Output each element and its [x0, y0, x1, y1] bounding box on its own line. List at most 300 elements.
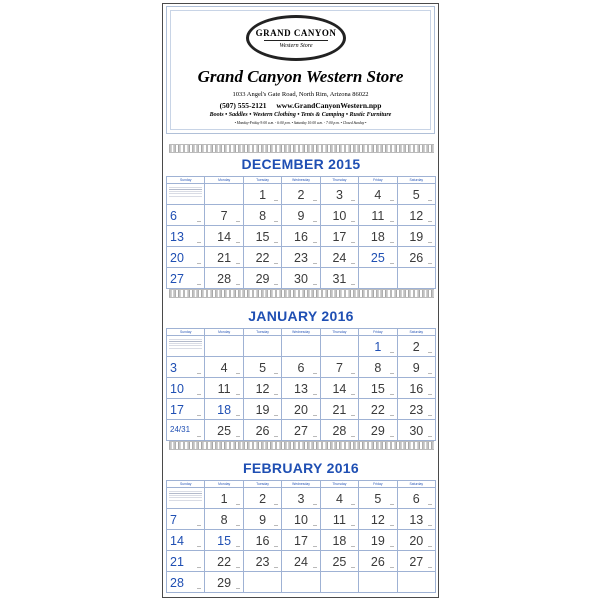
day-cell	[244, 205, 282, 226]
day-number: 21	[332, 403, 347, 417]
moon-phase-mark	[197, 373, 201, 374]
moon-phase-mark	[313, 415, 317, 416]
day-number: 8	[374, 361, 382, 375]
weekday-header: Monday	[205, 329, 243, 336]
moon-phase-mark	[313, 504, 317, 505]
day-cell	[205, 572, 243, 593]
empty-cell	[244, 336, 282, 357]
day-cell	[205, 205, 243, 226]
day-number: 23	[409, 403, 424, 417]
month-grid	[166, 480, 436, 593]
day-cell	[359, 336, 397, 357]
moon-phase-mark	[197, 263, 201, 264]
moon-phase-mark	[428, 436, 432, 437]
day-cell	[321, 247, 359, 268]
day-number: 17	[332, 230, 347, 244]
moon-phase-mark	[390, 242, 394, 243]
day-cell	[244, 378, 282, 399]
day-cell	[359, 247, 397, 268]
day-number: 4	[220, 361, 228, 375]
day-cell	[359, 184, 397, 205]
day-number: 6	[297, 361, 305, 375]
empty-cell	[205, 184, 243, 205]
moon-phase-mark	[274, 200, 278, 201]
day-cell	[167, 205, 205, 226]
day-cell	[398, 357, 436, 378]
day-cell	[282, 378, 320, 399]
moon-phase-mark	[274, 284, 278, 285]
weekday-header: Monday	[205, 177, 243, 184]
moon-phase-mark	[313, 200, 317, 201]
moon-phase-mark	[390, 352, 394, 353]
moon-phase-mark	[390, 415, 394, 416]
moon-phase-mark	[351, 373, 355, 374]
moon-phase-mark	[313, 567, 317, 568]
day-cell	[205, 226, 243, 247]
day-cell	[244, 530, 282, 551]
day-cell	[398, 509, 436, 530]
day-cell	[282, 530, 320, 551]
day-number: 22	[255, 251, 270, 265]
day-cell	[321, 530, 359, 551]
moon-phase-mark	[390, 373, 394, 374]
day-number: 27	[409, 555, 424, 569]
day-number: 19	[255, 403, 270, 417]
day-number: 5	[259, 361, 267, 375]
moon-phase-mark	[428, 415, 432, 416]
day-cell	[321, 509, 359, 530]
day-number: 9	[259, 513, 267, 527]
weekday-header: Saturday	[398, 329, 436, 336]
moon-phase-mark	[390, 504, 394, 505]
moon-phase-mark	[197, 546, 201, 547]
weekday-header: Thursday	[321, 177, 359, 184]
day-cell	[167, 551, 205, 572]
weekday-header: Sunday	[167, 329, 205, 336]
day-number: 30	[409, 424, 424, 438]
day-cell	[205, 357, 243, 378]
moon-phase-mark	[236, 504, 240, 505]
weekday-header: Tuesday	[244, 329, 282, 336]
day-cell	[282, 399, 320, 420]
day-cell	[398, 488, 436, 509]
day-cell	[398, 226, 436, 247]
empty-cell	[167, 336, 205, 357]
day-number: 30	[294, 272, 308, 286]
day-cell	[359, 420, 397, 441]
day-number: 6	[170, 209, 177, 223]
weekday-header: Friday	[359, 481, 397, 488]
day-cell	[205, 488, 243, 509]
weekday-header: Tuesday	[244, 177, 282, 184]
day-cell	[321, 226, 359, 247]
day-number: 18	[332, 534, 347, 548]
day-number: 19	[409, 230, 424, 244]
day-number: 11	[332, 513, 346, 527]
logo-divider	[264, 40, 328, 41]
empty-cell	[398, 268, 436, 289]
day-number: 17	[170, 403, 184, 417]
day-cell	[282, 488, 320, 509]
moon-phase-mark	[428, 525, 432, 526]
day-cell	[205, 399, 243, 420]
moon-phase-mark	[197, 242, 201, 243]
moon-phase-mark	[274, 504, 278, 505]
day-number: 22	[217, 555, 232, 569]
weekday-header: Monday	[205, 481, 243, 488]
day-number: 13	[170, 230, 184, 244]
day-number: 8	[259, 209, 267, 223]
store-products: Boots • Saddles • Western Clothing • Tents & Camping • Rustic Furniture	[209, 112, 392, 118]
day-number: 9	[412, 361, 420, 375]
empty-cell	[282, 572, 320, 593]
moon-phase-mark	[236, 415, 240, 416]
day-cell	[282, 357, 320, 378]
moon-phase-mark	[390, 436, 394, 437]
day-cell	[359, 509, 397, 530]
moon-phase-mark	[428, 373, 432, 374]
day-cell	[167, 357, 205, 378]
day-number: 26	[255, 424, 270, 438]
moon-phase-mark	[351, 567, 355, 568]
day-cell	[244, 420, 282, 441]
day-cell	[359, 205, 397, 226]
day-number: 13	[409, 513, 424, 527]
day-number: 1	[259, 188, 267, 202]
moon-phase-mark	[351, 284, 355, 285]
day-number: 29	[217, 576, 232, 590]
moon-phase-mark	[197, 588, 201, 589]
day-number: 15	[370, 382, 385, 396]
day-cell	[398, 420, 436, 441]
moon-phase-mark	[236, 588, 240, 589]
day-cell	[398, 530, 436, 551]
day-number: 27	[294, 424, 308, 438]
day-cell	[244, 226, 282, 247]
store-website: www.GrandCanyonWestern.npp	[276, 101, 382, 110]
empty-cell	[244, 572, 282, 593]
day-cell	[282, 247, 320, 268]
day-number: 5	[374, 492, 382, 506]
moon-phase-mark	[351, 394, 355, 395]
day-number: 3	[335, 188, 343, 202]
moon-phase-mark	[236, 546, 240, 547]
day-number: 18	[370, 230, 385, 244]
moon-phase-mark	[197, 284, 201, 285]
day-cell	[321, 551, 359, 572]
moon-phase-mark	[428, 263, 432, 264]
mini-calendar-note	[169, 187, 202, 197]
advertiser-header	[166, 6, 435, 134]
day-number: 31	[332, 272, 347, 286]
empty-cell	[359, 268, 397, 289]
weekday-header: Sunday	[167, 177, 205, 184]
day-number: 29	[255, 272, 270, 286]
moon-phase-mark	[236, 525, 240, 526]
day-number: 3	[297, 492, 305, 506]
month-grid	[166, 176, 436, 289]
day-cell	[205, 378, 243, 399]
day-number: 24	[332, 251, 347, 265]
moon-phase-mark	[351, 263, 355, 264]
moon-phase-mark	[313, 436, 317, 437]
empty-cell	[398, 572, 436, 593]
day-number: 4	[374, 188, 382, 202]
day-number: 2	[297, 188, 305, 202]
moon-phase-mark	[390, 567, 394, 568]
moon-phase-mark	[351, 242, 355, 243]
empty-cell	[282, 336, 320, 357]
moon-phase-mark	[313, 373, 317, 374]
moon-phase-mark	[428, 504, 432, 505]
day-number: 2	[412, 340, 420, 354]
day-number: 20	[409, 534, 424, 548]
day-cell	[244, 247, 282, 268]
day-cell	[205, 551, 243, 572]
moon-phase-mark	[236, 221, 240, 222]
moon-phase-mark	[197, 415, 201, 416]
moon-phase-mark	[197, 525, 201, 526]
day-cell	[398, 378, 436, 399]
empty-cell	[167, 184, 205, 205]
weekday-header: Wednesday	[282, 481, 320, 488]
moon-phase-mark	[313, 394, 317, 395]
moon-phase-mark	[351, 200, 355, 201]
empty-cell	[321, 572, 359, 593]
day-number: 6	[412, 492, 420, 506]
day-number: 9	[297, 209, 305, 223]
day-number: 29	[370, 424, 385, 438]
empty-cell	[321, 336, 359, 357]
moon-phase-mark	[236, 567, 240, 568]
day-number: 5	[412, 188, 420, 202]
day-cell	[167, 247, 205, 268]
moon-phase-mark	[390, 200, 394, 201]
day-number: 28	[217, 272, 232, 286]
day-number: 15	[217, 534, 232, 548]
day-cell	[398, 551, 436, 572]
day-number: 14	[217, 230, 232, 244]
day-cell	[282, 420, 320, 441]
day-number: 24	[294, 555, 308, 569]
day-cell	[359, 551, 397, 572]
mini-calendar-note	[169, 339, 202, 349]
spiral-binding	[169, 289, 434, 298]
month-grid	[166, 328, 436, 441]
logo-title: GRAND CANYON	[255, 28, 337, 38]
day-number: 25	[332, 555, 347, 569]
moon-phase-mark	[197, 221, 201, 222]
moon-phase-mark	[428, 200, 432, 201]
day-number: 27	[170, 272, 184, 286]
moon-phase-mark	[313, 525, 317, 526]
moon-phase-mark	[274, 546, 278, 547]
day-number: 14	[170, 534, 184, 548]
day-number: 8	[220, 513, 228, 527]
day-number: 25	[370, 251, 385, 265]
day-number: 12	[370, 513, 385, 527]
moon-phase-mark	[390, 394, 394, 395]
moon-phase-mark	[351, 221, 355, 222]
weekday-header: Tuesday	[244, 481, 282, 488]
day-number: 21	[170, 555, 184, 569]
day-cell	[321, 378, 359, 399]
day-number: 20	[294, 403, 308, 417]
day-cell	[359, 530, 397, 551]
day-number: 19	[370, 534, 385, 548]
moon-phase-mark	[197, 394, 201, 395]
day-cell	[282, 268, 320, 289]
moon-phase-mark	[236, 394, 240, 395]
day-number: 12	[255, 382, 270, 396]
weekday-header: Thursday	[321, 481, 359, 488]
moon-phase-mark	[390, 221, 394, 222]
moon-phase-mark	[236, 284, 240, 285]
moon-phase-mark	[274, 221, 278, 222]
day-number: 17	[294, 534, 308, 548]
month-title: JANUARY 2016	[248, 308, 354, 324]
day-cell	[167, 378, 205, 399]
day-cell	[321, 184, 359, 205]
mini-calendar-note	[169, 491, 202, 501]
moon-phase-mark	[313, 221, 317, 222]
day-number: 12	[409, 209, 424, 223]
moon-phase-mark	[274, 567, 278, 568]
weekday-header: Friday	[359, 329, 397, 336]
moon-phase-mark	[274, 415, 278, 416]
day-cell	[282, 226, 320, 247]
day-number: 23	[255, 555, 270, 569]
day-number: 28	[170, 576, 184, 590]
day-cell	[398, 336, 436, 357]
day-number: 26	[370, 555, 385, 569]
moon-phase-mark	[274, 436, 278, 437]
day-cell	[167, 399, 205, 420]
day-cell	[205, 509, 243, 530]
weekday-header: Wednesday	[282, 177, 320, 184]
day-cell	[359, 488, 397, 509]
weekday-header: Wednesday	[282, 329, 320, 336]
moon-phase-mark	[351, 415, 355, 416]
day-number: 23	[294, 251, 308, 265]
day-number: 16	[409, 382, 424, 396]
day-cell	[167, 572, 205, 593]
month-title: FEBRUARY 2016	[243, 460, 359, 476]
day-cell	[359, 357, 397, 378]
day-cell	[321, 268, 359, 289]
moon-phase-mark	[236, 436, 240, 437]
moon-phase-mark	[274, 394, 278, 395]
moon-phase-mark	[390, 525, 394, 526]
moon-phase-mark	[197, 567, 201, 568]
day-number: 22	[370, 403, 385, 417]
day-cell	[359, 399, 397, 420]
weekday-header: Saturday	[398, 481, 436, 488]
weekday-header: Sunday	[167, 481, 205, 488]
day-cell	[205, 268, 243, 289]
spiral-binding	[169, 441, 434, 450]
day-number: 25	[217, 424, 232, 438]
day-number: 1	[220, 492, 228, 506]
day-number: 21	[217, 251, 232, 265]
empty-cell	[205, 336, 243, 357]
moon-phase-mark	[390, 263, 394, 264]
weekday-header: Saturday	[398, 177, 436, 184]
day-cell	[167, 530, 205, 551]
day-cell	[282, 509, 320, 530]
day-cell	[205, 420, 243, 441]
day-cell	[321, 399, 359, 420]
wall-calendar	[162, 3, 439, 598]
moon-phase-mark	[351, 504, 355, 505]
day-number: 10	[294, 513, 308, 527]
day-number: 4	[335, 492, 343, 506]
day-cell	[398, 247, 436, 268]
moon-phase-mark	[428, 567, 432, 568]
day-cell	[321, 357, 359, 378]
moon-phase-mark	[236, 263, 240, 264]
day-cell	[205, 247, 243, 268]
store-name: Grand Canyon Western Store	[197, 67, 404, 86]
day-cell	[167, 509, 205, 530]
store-hours: • Monday-Friday 9:00 a.m. - 6:00 p.m. • Saturday 10:00 a.m. - 7:00 p.m. • Closed Sunday •	[234, 121, 367, 125]
empty-cell	[359, 572, 397, 593]
day-number: 16	[255, 534, 270, 548]
moon-phase-mark	[428, 221, 432, 222]
day-cell	[205, 530, 243, 551]
day-number: 18	[217, 403, 232, 417]
day-cell	[398, 399, 436, 420]
day-cell	[167, 420, 205, 441]
moon-phase-mark	[274, 373, 278, 374]
moon-phase-mark	[428, 352, 432, 353]
day-cell	[167, 226, 205, 247]
day-cell	[282, 184, 320, 205]
moon-phase-mark	[351, 436, 355, 437]
moon-phase-mark	[274, 263, 278, 264]
day-cell	[244, 357, 282, 378]
day-number: 7	[220, 209, 228, 223]
day-cell	[244, 399, 282, 420]
day-number: 14	[332, 382, 347, 396]
moon-phase-mark	[274, 525, 278, 526]
day-cell	[244, 509, 282, 530]
moon-phase-mark	[428, 394, 432, 395]
moon-phase-mark	[351, 525, 355, 526]
moon-phase-mark	[313, 284, 317, 285]
moon-phase-mark	[274, 242, 278, 243]
moon-phase-mark	[428, 546, 432, 547]
day-cell	[398, 184, 436, 205]
moon-phase-mark	[390, 546, 394, 547]
day-cell	[398, 205, 436, 226]
day-cell	[244, 551, 282, 572]
moon-phase-mark	[313, 546, 317, 547]
store-contact	[167, 101, 434, 110]
day-number: 7	[170, 513, 177, 527]
moon-phase-mark	[313, 263, 317, 264]
day-cell	[321, 420, 359, 441]
store-phone: (507) 555-2121	[219, 101, 267, 110]
day-number: 1	[374, 340, 382, 354]
day-cell	[321, 488, 359, 509]
day-cell	[282, 205, 320, 226]
day-number: 3	[170, 361, 177, 375]
day-number: 2	[259, 492, 267, 506]
store-address: 1033 Angel's Gate Road, North Rim, Arizona 86022	[232, 91, 369, 98]
day-cell	[359, 378, 397, 399]
day-number: 24/31	[170, 425, 191, 434]
